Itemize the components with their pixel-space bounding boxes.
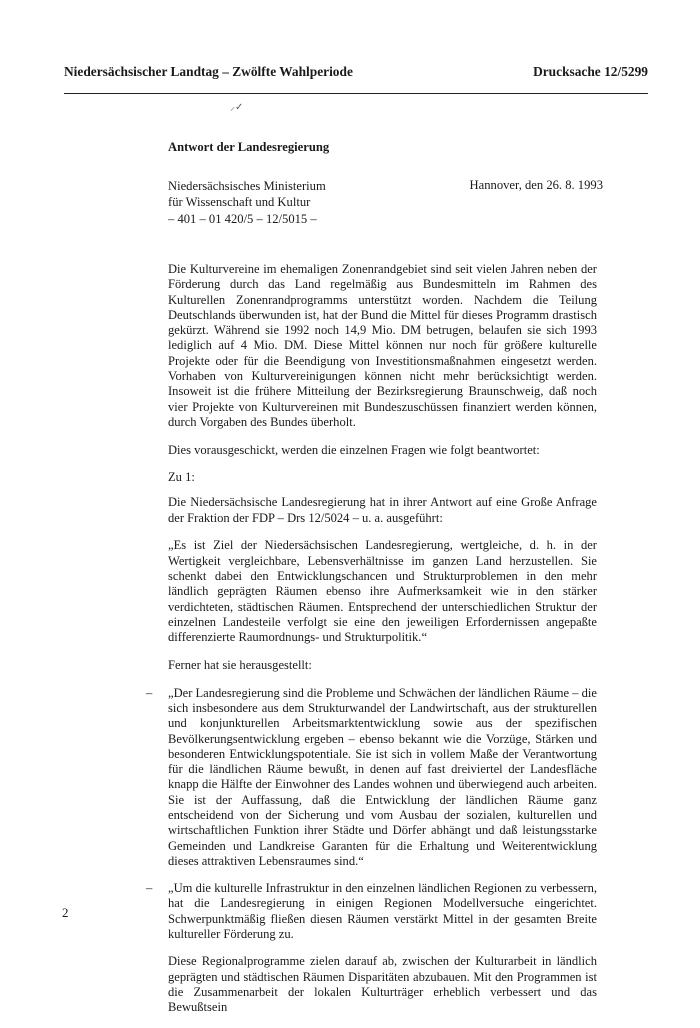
bullet-dash: –: [146, 685, 153, 700]
section-title: Antwort der Landesregierung: [168, 140, 330, 154]
bullet-list: [146, 685, 597, 943]
list-item: [146, 881, 597, 942]
header-document-number: Drucksache 12/5299: [533, 64, 648, 79]
handwritten-mark: ⸝✓: [230, 102, 244, 113]
header-rule: [64, 93, 648, 94]
list-item-text: „Um die kulturelle Infrastruktur in den einzelnen ländlichen Regionen zu verbessern, hat die Landesregierung in einigen Regionen Modellversuche eingerichtet. Schwerpunktmäßig fließen diesen Räumen verstärkt Mittel in der gesamten Breite kultureller Förderung zu.: [168, 881, 597, 942]
ministry-block: [168, 178, 326, 227]
date-line: Hannover, den 26. 8. 1993: [469, 178, 603, 192]
list-item-text: „Der Landesregierung sind die Probleme und Schwächen der ländlichen Räume – die sich insbesondere aus dem Strukturwandel der Landwirtschaft, aus der strukturellen und konjunkturellen Arbeitsmarktentwicklung sowie aus der spezifischen Bevölkerungsentwicklung ergeben – ebenso bekannt wie die Vorzüge, Stärken und besonderen Entwicklungspotentiale. Sie ist sich in vollem Maße der Verantwortung für die ländlichen Räume bewußt, in denen auf fast dreiviertel der Landesfläche knapp die Hälfte der Einwohner des Landes wohnen und überwiegend auch arbeiten. Sie ist der Auffassung, daß die Entwicklung der ländlichen Räume ganz entscheidend von der Sicherung und vom Ausbau der sozialen, kulturellen und wirtschaftlichen Funktion ihrer Städte und Dörfer abhängt und daß leistungsstarke Gemeinden und Landkreise Garanten für die Erhaltung und Weiterentwicklung dieses attraktiven Lebensraumes sind.“: [168, 685, 597, 868]
paragraph-regional-programs: Diese Regionalprogramme zielen darauf ab, zwischen der Kulturarbeit in ländlich geprägten und städtischen Räumen Disparitäten abzubauen. Mit den Programmen ist die Zusammenarbeit der lokalen Kulturträger erheblich verbessert und das Bewußtsein: [168, 954, 597, 1015]
list-item: [146, 685, 597, 870]
page-number: 2: [62, 905, 69, 920]
bullet-dash: –: [146, 881, 153, 896]
ministry-reference: – 401 – 01 420/5 – 12/5015 –: [168, 211, 317, 226]
ministry-line-2: für Wissenschaft und Kultur: [168, 195, 311, 210]
paragraph-answer: Die Niedersächsische Landesregierung hat in ihrer Antwort auf eine Große Anfrage der Fraktion der FDP – Drs 12/5024 – u. a. ausgeführt:: [168, 495, 597, 525]
question-heading: Zu 1:: [168, 470, 195, 485]
body-text: [146, 262, 597, 1028]
paragraph-further: Ferner hat sie herausgestellt:: [168, 658, 312, 673]
paragraph-preface: Dies vorausgeschickt, werden die einzelnen Fragen wie folgt beantwortet:: [168, 442, 540, 457]
paragraph-intro: Die Kulturvereine im ehemaligen Zonenrandgebiet sind seit vielen Jahren neben der Förderung durch das Land regelmäßig aus Bundesmitteln im Rahmen des Kulturellen Zonenrandprogramms unterstützt worden. Nachdem die Teilung Deutschlands überwunden ist, hat der Bund die Mittel für dieses Programm drastisch gekürzt. Während sie 1992 noch 14,9 Mio. DM betrugen, belaufen sie sich 1993 lediglich auf 4 Mio. DM. Diese Mittel können nur noch für größere kulturelle Projekte oder für die Beendigung von Investitionsmaßnahmen eingesetzt werden. Vorhaben von Kulturvereinigungen können nicht mehr berücksichtigt werden. Insoweit ist die frühere Mitteilung der Bezirksregierung Braunschweig, daß noch vier Projekte von Kulturvereinen mit Bundeszuschüssen finanziert werden können, durch Vorgaben des Bundes überholt.: [168, 262, 597, 429]
ministry-line-1: Niedersächsisches Ministerium: [168, 179, 326, 193]
paragraph-quote: „Es ist Ziel der Niedersächsischen Landesregierung, wertgleiche, d. h. in der Wertigkeit vergleichbare, Lebensverhältnisse im ganzen Land herzustellen. Sie schenkt dabei den Entwicklungschancen und Strukturproblemen in den mehr ländlich geprägten Räumen ebenso ihre Aufmerksamkeit wie in den stärker verdichteten, städtischen Räumen. Entsprechend der unterschiedlichen Struktur der einzelnen Landesteile verfolgt sie eine den jeweiligen Erfordernissen angepaßte differenzierte Raumordnungs- und Strukturpolitik.“: [168, 538, 597, 645]
header-title: Niedersächsischer Landtag – Zwölfte Wahlperiode: [64, 64, 353, 79]
